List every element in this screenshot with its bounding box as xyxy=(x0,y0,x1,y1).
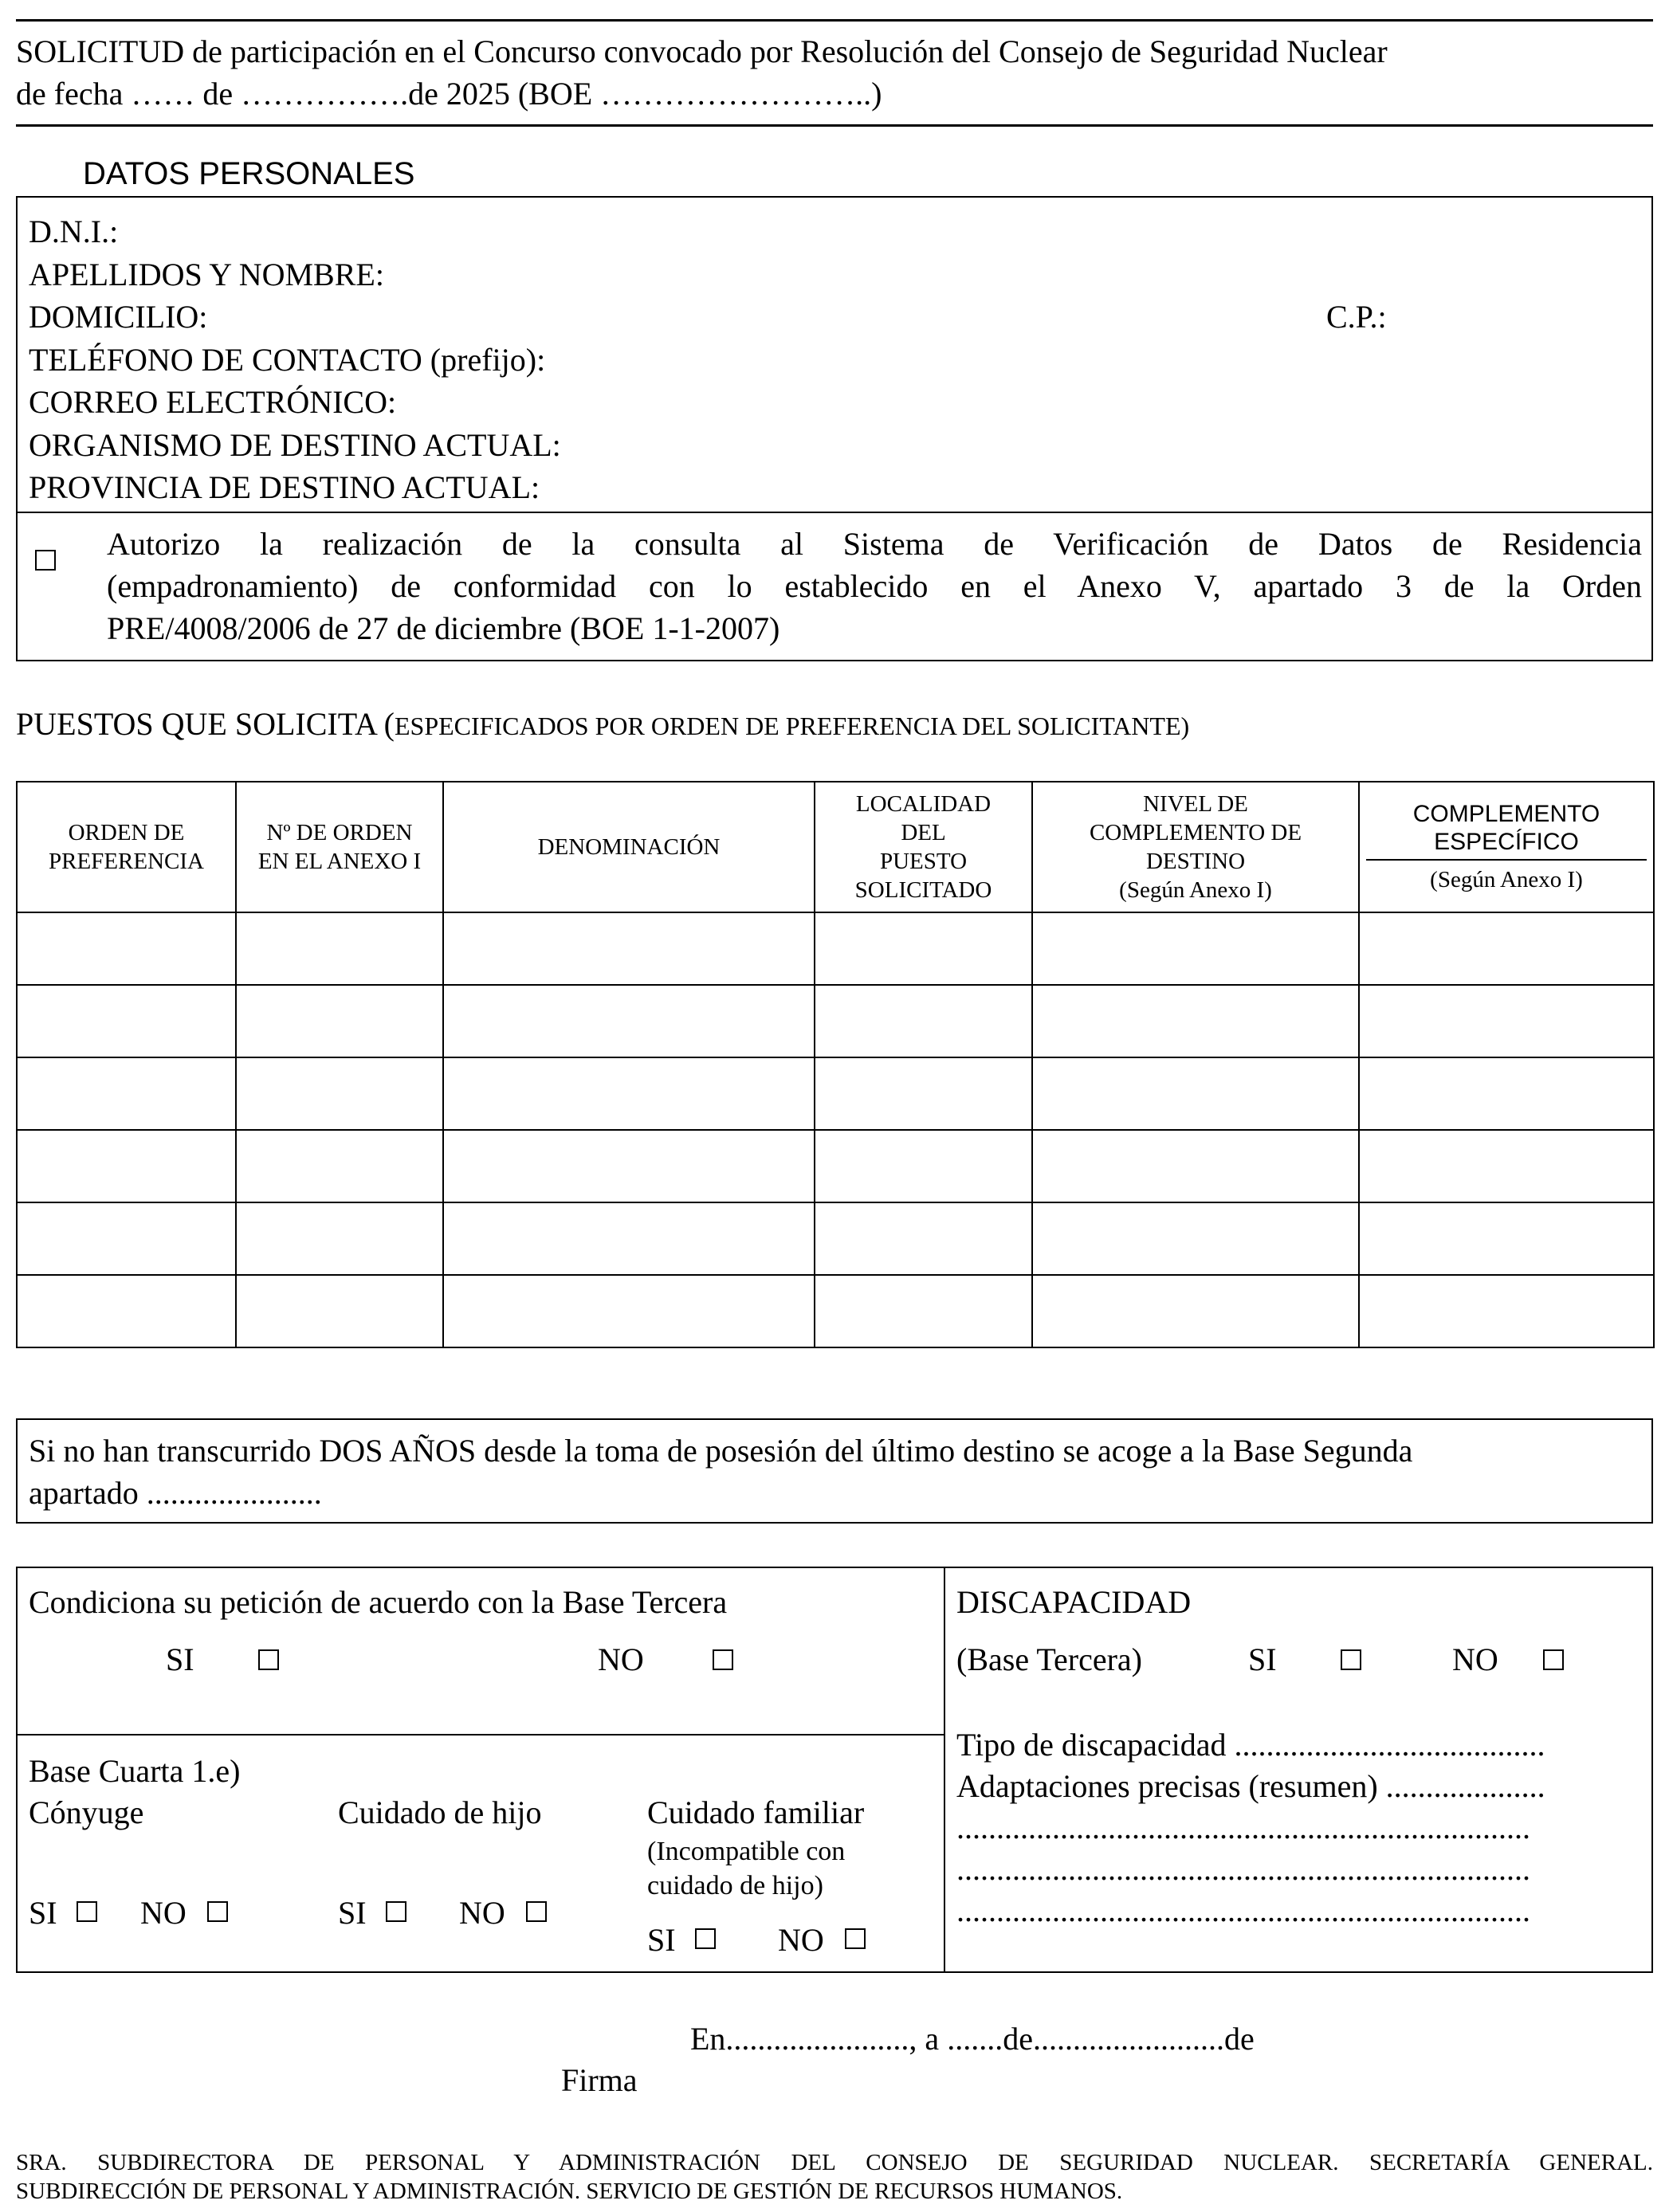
dos-anos-text xyxy=(29,1430,1640,1514)
conyuge-no-checkbox[interactable] xyxy=(207,1901,228,1922)
table-cell[interactable] xyxy=(1359,1057,1654,1130)
authorization-line-2: (empadronamiento) de conformidad con lo establecido en el Anexo V, apartado 3 de la Orden xyxy=(107,568,1642,604)
table-cell[interactable] xyxy=(443,985,815,1057)
lugar-fecha-line: En......................., a .......de........................de xyxy=(690,2021,1255,2057)
table-cell[interactable] xyxy=(1032,1130,1359,1202)
table-cell[interactable] xyxy=(443,1202,815,1275)
header-line-2: de fecha …… de …………….de 2025 (BOE ……………………..) xyxy=(16,76,882,112)
footer-addressee xyxy=(16,2148,1653,2206)
table-cell[interactable] xyxy=(1032,985,1359,1057)
col-complemento-especifico: COMPLEMENTO ESPECÍFICO (Según Anexo I) xyxy=(1359,782,1654,912)
hijo-label: Cuidado de hijo xyxy=(338,1794,542,1830)
footer-line-1: SRA. SUBDIRECTORA DE PERSONAL Y ADMINISTRACIÓN DEL CONSEJO DE SEGURIDAD NUCLEAR. SECRETARÍA GENERAL. xyxy=(16,2150,1653,2175)
table-cell[interactable] xyxy=(815,1202,1032,1275)
dos-anos-line-1: Si no han transcurrido DOS AÑOS desde la toma de posesión del último destino se acoge a la Base Segunda xyxy=(29,1433,1413,1469)
conyuge-si-checkbox[interactable] xyxy=(77,1901,97,1922)
authorization-checkbox[interactable] xyxy=(35,550,56,571)
cp-label: C.P.: xyxy=(1326,299,1387,335)
familiar-no-checkbox[interactable] xyxy=(845,1928,866,1949)
discapacidad-details xyxy=(956,1724,1643,1932)
table-cell[interactable] xyxy=(815,985,1032,1057)
bottom-left-divider xyxy=(18,1734,944,1735)
header-top-rule xyxy=(16,19,1653,22)
table-cell[interactable] xyxy=(1359,1130,1654,1202)
table-cell[interactable] xyxy=(17,1130,236,1202)
table-cell[interactable] xyxy=(17,1057,236,1130)
col-localidad: LOCALIDAD DEL PUESTO SOLICITADO xyxy=(815,782,1032,912)
table-cell[interactable] xyxy=(236,1202,443,1275)
condiciona-si-label: SI xyxy=(166,1641,194,1677)
adaptaciones-line-3[interactable]: ........................................................................ xyxy=(956,1892,1530,1928)
tipo-discapacidad-field[interactable]: Tipo de discapacidad ....................................... xyxy=(956,1727,1545,1763)
table-row xyxy=(17,1275,1654,1347)
table-cell[interactable] xyxy=(815,1275,1032,1347)
condiciona-no-label: NO xyxy=(598,1641,644,1677)
adaptaciones-field[interactable]: Adaptaciones precisas (resumen) .................... xyxy=(956,1768,1545,1804)
table-cell[interactable] xyxy=(443,912,815,985)
domicilio-label: DOMICILIO: xyxy=(29,299,208,335)
table-cell[interactable] xyxy=(443,1275,815,1347)
discapacidad-no-label: NO xyxy=(1452,1641,1498,1677)
firma-label: Firma xyxy=(561,2062,638,2098)
dni-label: D.N.I.: xyxy=(29,214,119,249)
table-cell[interactable] xyxy=(1032,1057,1359,1130)
table-row xyxy=(17,912,1654,985)
bottom-options-box xyxy=(16,1567,1653,1973)
positions-table xyxy=(16,781,1655,1348)
table-cell[interactable] xyxy=(17,985,236,1057)
condiciona-si-checkbox[interactable] xyxy=(258,1649,279,1670)
table-cell[interactable] xyxy=(815,1130,1032,1202)
col-orden-preferencia: ORDEN DE PREFERENCIA xyxy=(17,782,236,912)
puestos-title-main: PUESTOS QUE SOLICITA ( xyxy=(16,706,395,742)
correo-label: CORREO ELECTRÓNICO: xyxy=(29,384,397,420)
authorization-line-3: PRE/4008/2006 de 27 de diciembre (BOE 1-1-2007) xyxy=(107,610,780,646)
discapacidad-base: (Base Tercera) xyxy=(956,1641,1142,1677)
discapacidad-si-checkbox[interactable] xyxy=(1341,1649,1361,1670)
authorization-text xyxy=(107,523,1642,649)
positions-header-row xyxy=(17,782,1654,912)
hijo-si-checkbox[interactable] xyxy=(386,1901,406,1922)
personal-divider xyxy=(18,512,1651,513)
authorization-line-1: Autorizo la realización de la consulta al Sistema de Verificación de Datos de Residencia xyxy=(107,526,1642,562)
header-line-1: SOLICITUD de participación en el Concurso convocado por Resolución del Consejo de Seguridad Nuclear xyxy=(16,33,1388,69)
telefono-label: TELÉFONO DE CONTACTO (prefijo): xyxy=(29,341,546,378)
personal-section-title: DATOS PERSONALES xyxy=(83,156,415,191)
table-cell[interactable] xyxy=(1359,1202,1654,1275)
col-denominacion: DENOMINACIÓN xyxy=(443,782,815,912)
personal-data-box xyxy=(16,196,1653,661)
provincia-label: PROVINCIA DE DESTINO ACTUAL: xyxy=(29,469,540,505)
condiciona-text: Condiciona su petición de acuerdo con la Base Tercera xyxy=(29,1584,728,1620)
table-cell[interactable] xyxy=(443,1057,815,1130)
familiar-si-checkbox[interactable] xyxy=(695,1928,716,1949)
col-num-orden: Nº DE ORDEN EN EL ANEXO I xyxy=(236,782,443,912)
familiar-note xyxy=(647,1834,845,1903)
familiar-label: Cuidado familiar xyxy=(647,1794,865,1830)
table-cell[interactable] xyxy=(1359,985,1654,1057)
table-cell[interactable] xyxy=(1032,912,1359,985)
table-cell[interactable] xyxy=(1359,912,1654,985)
table-cell[interactable] xyxy=(17,1202,236,1275)
table-row xyxy=(17,1202,1654,1275)
table-cell[interactable] xyxy=(17,912,236,985)
table-cell[interactable] xyxy=(1359,1275,1654,1347)
discapacidad-title: DISCAPACIDAD xyxy=(956,1584,1192,1620)
table-cell[interactable] xyxy=(236,1057,443,1130)
footer-line-2: SUBDIRECCIÓN DE PERSONAL Y ADMINISTRACIÓN. SERVICIO DE GESTIÓN DE RECURSOS HUMANOS. xyxy=(16,2179,1123,2204)
table-cell[interactable] xyxy=(815,912,1032,985)
condiciona-no-checkbox[interactable] xyxy=(713,1649,733,1670)
hijo-no-label: NO xyxy=(459,1895,505,1931)
dos-anos-line-2: apartado ...................... xyxy=(29,1475,322,1511)
header-title xyxy=(16,30,1653,115)
table-row xyxy=(17,985,1654,1057)
bottom-vertical-divider xyxy=(944,1568,945,1971)
familiar-no-label: NO xyxy=(778,1922,824,1958)
familiar-note-line-1: (Incompatible con xyxy=(647,1837,846,1866)
conyuge-label: Cónyuge xyxy=(29,1794,144,1830)
table-cell[interactable] xyxy=(236,1275,443,1347)
table-cell[interactable] xyxy=(1032,1202,1359,1275)
table-cell[interactable] xyxy=(443,1130,815,1202)
puestos-title xyxy=(16,704,1189,746)
adaptaciones-line-2[interactable]: ........................................................................ xyxy=(956,1851,1530,1887)
table-cell[interactable] xyxy=(17,1275,236,1347)
hijo-no-checkbox[interactable] xyxy=(526,1901,547,1922)
table-cell[interactable] xyxy=(1032,1275,1359,1347)
discapacidad-si-label: SI xyxy=(1248,1641,1277,1677)
table-cell[interactable] xyxy=(815,1057,1032,1130)
table-row xyxy=(17,1057,1654,1130)
hijo-si-label: SI xyxy=(338,1895,367,1931)
organismo-label: ORGANISMO DE DESTINO ACTUAL: xyxy=(29,426,561,463)
base-cuarta-title: Base Cuarta 1.e) xyxy=(29,1753,241,1789)
conyuge-si-label: SI xyxy=(29,1895,57,1931)
personal-fields xyxy=(29,210,1639,509)
familiar-note-line-2: cuidado de hijo) xyxy=(647,1871,823,1900)
conyuge-no-label: NO xyxy=(140,1895,187,1931)
discapacidad-no-checkbox[interactable] xyxy=(1543,1649,1564,1670)
header-bottom-rule xyxy=(16,124,1653,127)
familiar-si-label: SI xyxy=(647,1922,676,1958)
dos-anos-box xyxy=(16,1418,1653,1524)
table-cell[interactable] xyxy=(236,1130,443,1202)
apellidos-label: APELLIDOS Y NOMBRE: xyxy=(29,256,384,292)
adaptaciones-line-1[interactable]: ........................................................................ xyxy=(956,1810,1530,1845)
table-cell[interactable] xyxy=(236,985,443,1057)
puestos-title-sub: ESPECIFICADOS POR ORDEN DE PREFERENCIA DEL SOLICITANTE) xyxy=(394,712,1190,740)
table-row xyxy=(17,1130,1654,1202)
col-nivel-complemento: NIVEL DE COMPLEMENTO DE DESTINO (Según Anexo I) xyxy=(1032,782,1359,912)
table-cell[interactable] xyxy=(236,912,443,985)
